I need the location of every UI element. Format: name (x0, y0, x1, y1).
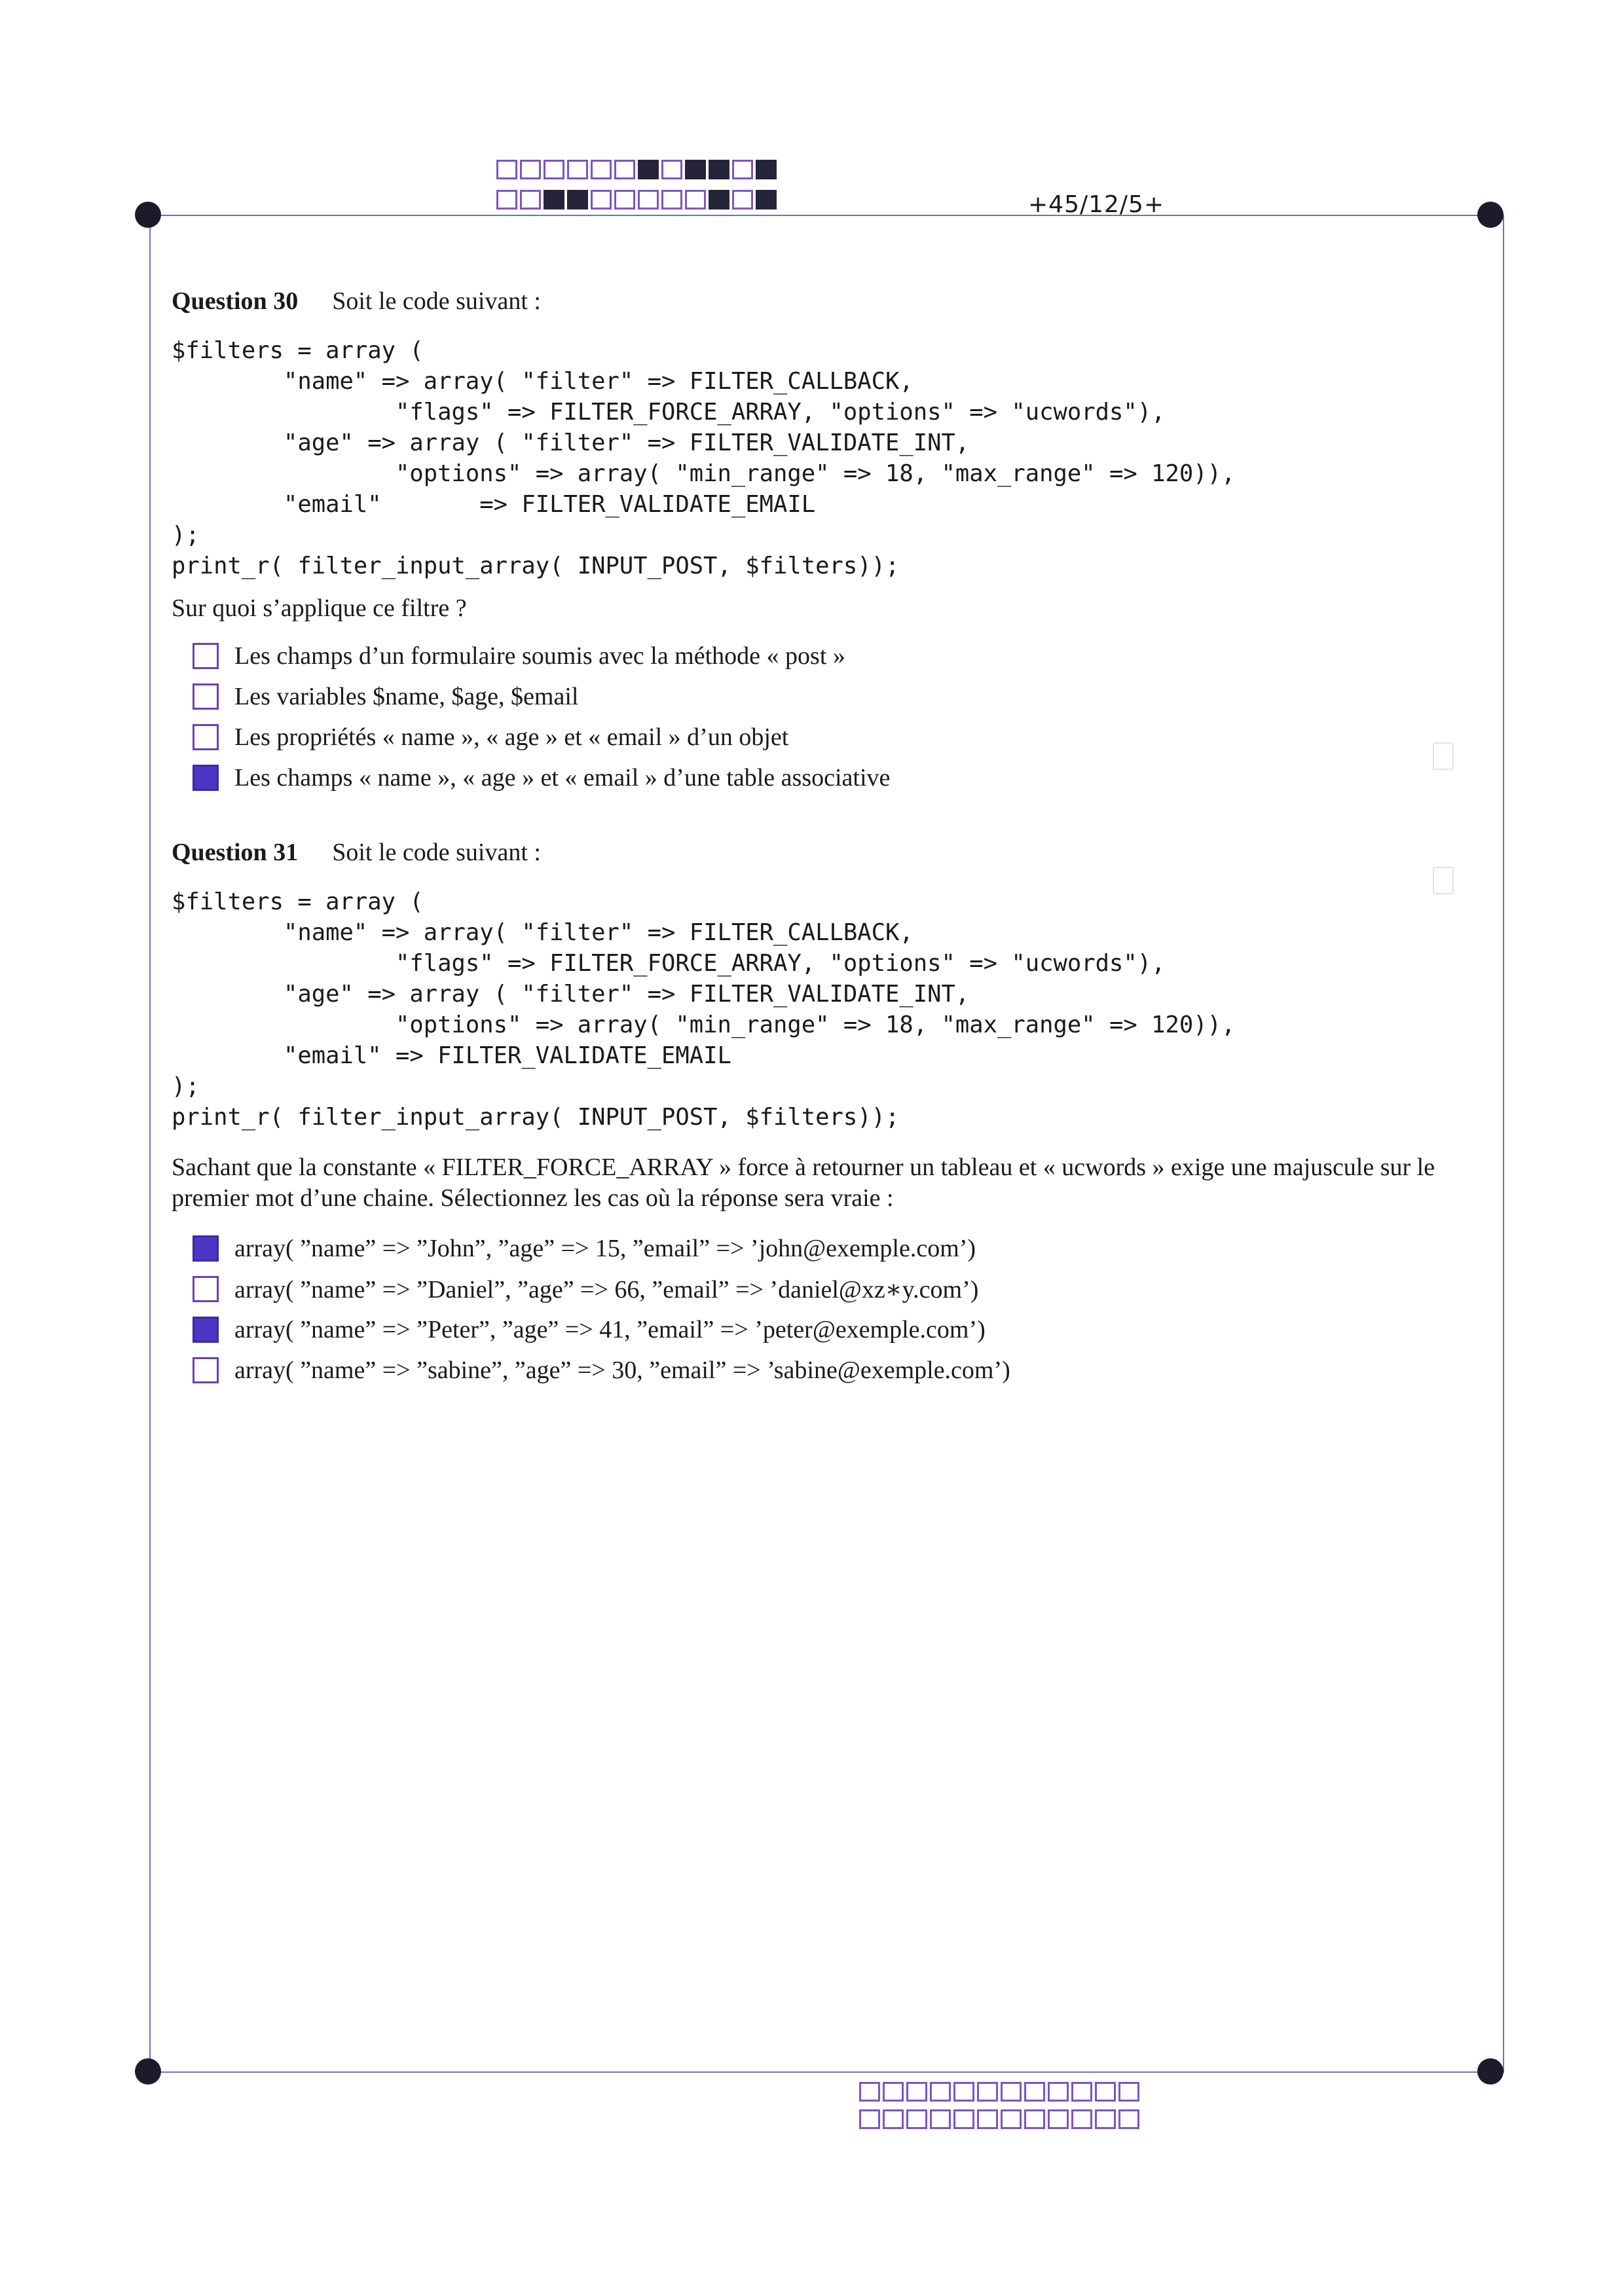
code-cell (756, 160, 777, 179)
corner-mark-top-right (1477, 202, 1504, 228)
code-cell (1071, 2109, 1092, 2129)
code-cell (567, 160, 588, 179)
code-cell (567, 190, 588, 210)
code-cell (591, 190, 612, 210)
code-cell (661, 190, 682, 210)
code-cell (1071, 2082, 1092, 2102)
code-cell (859, 2109, 880, 2129)
code-cell (732, 190, 753, 210)
code-cell (906, 2109, 927, 2129)
checkbox-checked[interactable] (193, 1235, 219, 1262)
code-cell (1048, 2109, 1069, 2129)
answer-option-label: array( ”name” => ”sabine”, ”age” => 30, ”email” => ’sabine@exemple.com’) (234, 1357, 1010, 1384)
code-cell (953, 2109, 974, 2129)
code-cell (1118, 2109, 1139, 2129)
code-cell (906, 2082, 927, 2102)
code-cell (1048, 2082, 1069, 2102)
answer-option[interactable] (172, 676, 1481, 717)
question-30-intro: Soit le code suivant : (332, 287, 541, 315)
question-30-number: Question 30 (172, 287, 299, 315)
corner-mark-bottom-left (135, 2058, 161, 2085)
code-cell (883, 2082, 904, 2102)
bottom-code-row-1 (859, 2082, 1139, 2102)
checkbox[interactable] (193, 683, 219, 710)
code-cell (520, 160, 541, 179)
answer-option-label: Les propriétés « name », « age » et « email » d’un objet (234, 723, 789, 751)
corner-mark-top-left (135, 202, 161, 228)
question-30-code: $filters = array ( "name" => array( "filter" => FILTER_CALLBACK, "flags" => FILTER_FORCE_ARRAY, "options" => "ucwords"), "age" => array ( "filter" => FILTER_VALIDATE_INT, "options" => array( "min_range" => 18, "max_range" => 120)), "email" => FILTER_VALIDATE_EMAIL ); print_r( filter_input_array( INPUT_POST, $filters)); (172, 337, 1236, 579)
answer-option-label: Les champs « name », « age » et « email » d’une table associative (234, 764, 891, 792)
answer-option-label: array( ”name” => ”Peter”, ”age” => 41, ”email” => ’peter@exemple.com’) (234, 1316, 986, 1343)
code-cell (1024, 2082, 1045, 2102)
checkbox-checked[interactable] (193, 1317, 219, 1343)
question-31-intro: Soit le code suivant : (332, 839, 541, 866)
answer-option[interactable] (172, 717, 1481, 757)
code-cell (685, 190, 706, 210)
code-cell (638, 160, 659, 179)
code-cell (756, 190, 777, 210)
code-cell (614, 160, 635, 179)
question-30 (172, 287, 1481, 798)
answer-option[interactable] (172, 1350, 1481, 1391)
question-31 (172, 838, 1481, 1391)
question-31-prompt: Sachant que la constante « FILTER_FORCE_ARRAY » force à retourner un tableau et « ucwords » exige une majuscule sur le premier mot d’une chaine. Sélectionnez les cas où la réponse sera vraie : (172, 1154, 1435, 1212)
code-cell (977, 2109, 998, 2129)
question-31-code: $filters = array ( "name" => array( "filter" => FILTER_CALLBACK, "flags" => FILTER_FORCE_ARRAY, "options" => "ucwords"), "age" => array ( "filter" => FILTER_VALIDATE_INT, "options" => array( "min_range" => 18, "max_range" => 120)), "email" => FILTER_VALIDATE_EMAIL ); print_r( filter_input_array( INPUT_POST, $filters)); (172, 888, 1236, 1131)
code-cell (1095, 2109, 1116, 2129)
scan-artifact (1433, 867, 1454, 894)
checkbox[interactable] (193, 724, 219, 750)
code-cell (1118, 2082, 1139, 2102)
code-cell (496, 190, 517, 210)
code-cell (661, 160, 682, 179)
code-cell (977, 2082, 998, 2102)
code-cell (883, 2109, 904, 2129)
checkbox[interactable] (193, 643, 219, 669)
scan-artifact (1433, 742, 1454, 770)
code-cell (544, 160, 564, 179)
question-31-options (172, 1228, 1481, 1391)
answer-option-label: Les champs d’un formulaire soumis avec la méthode « post » (234, 642, 845, 670)
answer-option-label: Les variables $name, $age, $email (234, 683, 579, 710)
bottom-code-row-2 (859, 2109, 1139, 2129)
checkbox[interactable] (193, 1276, 219, 1302)
code-cell (685, 160, 706, 179)
code-cell (614, 190, 635, 210)
answer-option[interactable] (172, 636, 1481, 676)
code-cell (1024, 2109, 1045, 2129)
checkbox[interactable] (193, 1357, 219, 1383)
question-30-options (172, 636, 1481, 798)
code-cell (1001, 2109, 1022, 2129)
code-cell (709, 190, 729, 210)
code-cell (930, 2109, 951, 2129)
code-cell (1001, 2082, 1022, 2102)
question-31-heading (172, 838, 1481, 867)
code-cell (520, 190, 541, 210)
code-cell (544, 190, 564, 210)
question-30-prompt: Sur quoi s’applique ce filtre ? (172, 594, 467, 622)
code-cell (496, 160, 517, 179)
checkbox-checked[interactable] (193, 765, 219, 791)
answer-option-label: array( ”name” => ”Daniel”, ”age” => 66, ”email” => ’daniel@xz∗y.com’) (234, 1275, 979, 1303)
answer-option-label: array( ”name” => ”John”, ”age” => 15, ”email” => ’john@exemple.com’) (234, 1235, 976, 1262)
top-code-row-1 (496, 160, 777, 179)
answer-option[interactable] (172, 1228, 1481, 1269)
page-id: +45/12/5+ (1028, 191, 1165, 218)
code-cell (709, 160, 729, 179)
code-cell (859, 2082, 880, 2102)
code-cell (953, 2082, 974, 2102)
code-cell (638, 190, 659, 210)
code-cell (930, 2082, 951, 2102)
corner-mark-bottom-right (1477, 2058, 1504, 2085)
question-30-heading (172, 287, 1481, 316)
answer-option[interactable] (172, 757, 1481, 798)
answer-option[interactable] (172, 1309, 1481, 1350)
answer-option[interactable] (172, 1269, 1481, 1309)
code-cell (732, 160, 753, 179)
top-code-row-2 (496, 190, 777, 210)
code-cell (591, 160, 612, 179)
question-31-number: Question 31 (172, 839, 299, 866)
code-cell (1095, 2082, 1116, 2102)
